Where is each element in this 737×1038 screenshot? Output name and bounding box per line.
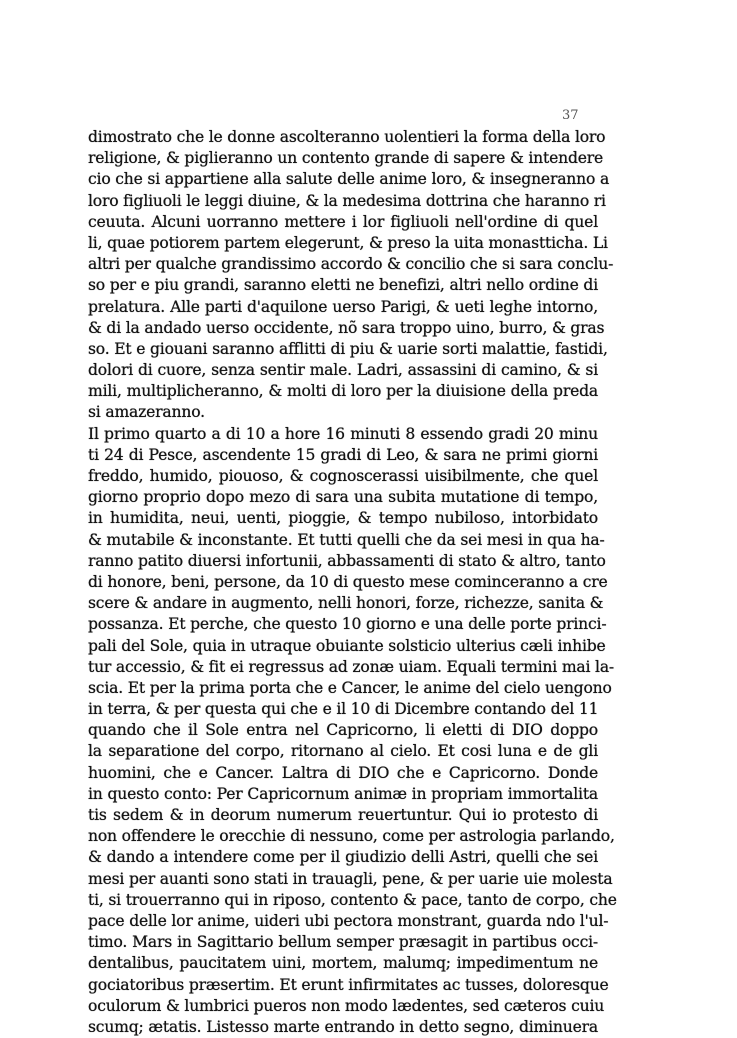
- text-line: so. Et e giouani saranno afflitti di piu & uarie sorti malattie, fastidi,: [88, 339, 608, 358]
- text-line: huomini, che e Cancer. Laltra di DIO che e Capricorno. Donde: [88, 763, 598, 782]
- text-line: pali del Sole, quia in utraque obuiante solsticio ulterius cæli inhibe: [88, 636, 606, 655]
- text-line: dolori di cuore, senza sentir male. Ladri, assassini di camino, & si: [88, 361, 598, 380]
- text-line: li, quae potiorem partem elegerunt, & preso la uita monastticha. Li: [88, 233, 608, 252]
- folio-number: 37: [562, 108, 579, 123]
- text-line: so per e piu grandi, saranno eletti ne benefizi, altri nello ordine di: [88, 276, 598, 295]
- text-line: in humidita, neui, uenti, pioggie, & tempo nubiloso, intorbidato: [88, 509, 598, 528]
- text-line: mesi per auanti sono stati in trauagli, pene, & per uarie uie molesta: [88, 869, 613, 888]
- text-line: mili, multiplicheranno, & molti di loro per la diuisione della preda: [88, 382, 598, 401]
- text-line: timo. Mars in Sagittario bellum semper præsagit in partibus occi-: [88, 933, 598, 952]
- text-line: giorno proprio dopo mezo di sara una subita mutatione di tempo,: [88, 488, 598, 507]
- text-line: in terra, & per questa qui che e il 10 di Dicembre contando del 11: [88, 700, 599, 719]
- text-line: religione, & piglieranno un contento grande di sapere & intendere: [88, 149, 604, 168]
- text-line: dentalibus, paucitatem uini, mortem, malumq; impedimentum ne: [88, 954, 598, 973]
- text-line: possanza. Et perche, che questo 10 giorno e una delle porte princi-: [88, 615, 607, 634]
- text-line: & dando a intendere come per il giudizio delli Astri, quelli che sei: [88, 848, 598, 867]
- text-line: quando che il Sole entra nel Capricorno, li eletti di DIO doppo: [88, 721, 598, 740]
- body-text: [88, 127, 617, 1038]
- text-line: scere & andare in augmento, nelli honori, forze, richezze, sanita &: [88, 594, 604, 613]
- text-line: pace delle lor anime, uideri ubi pectora monstrant, guarda ndo l'ul-: [88, 911, 609, 930]
- text-line: non offendere le orecchie di nessuno, come per astrologia parlando,: [88, 827, 615, 846]
- text-line: ranno patito diuersi infortunii, abbassamenti di stato & altro, tanto: [88, 551, 606, 570]
- text-line: prelatura. Alle parti d'aquilone uerso Parigi, & ueti leghe intorno,: [88, 297, 598, 316]
- text-line: oculorum & lumbrici pueros non modo lædentes, sed cæteros cuiu: [88, 996, 605, 1015]
- text-line: loro figliuoli le leggi diuine, & la medesima dottrina che haranno ri: [88, 191, 606, 210]
- text-line: dimostrato che le donne ascolteranno uolentieri la forma della loro: [88, 128, 606, 146]
- text-line: in questo conto: Per Capricornum animæ in propriam immortalita: [88, 784, 598, 803]
- text-line: Il primo quarto a di 10 a hore 16 minuti 8 essendo gradi 20 minu: [88, 424, 598, 443]
- text-line: ti, si trouerranno qui in riposo, contento & pace, tanto de corpo, che: [88, 890, 617, 909]
- text-line: gociatoribus præsertim. Et erunt infirmitates ac tusses, doloresque: [88, 975, 609, 994]
- text-line: scumq; ætatis. Listesso marte entrando in detto segno, diminuera: [88, 1017, 598, 1036]
- text-line: si amazeranno.: [88, 403, 205, 422]
- text-line: di honore, beni, persone, da 10 di questo mese cominceranno a cre: [88, 572, 608, 591]
- text-line: la separatione del corpo, ritornano al cielo. Et cosi luna e de gli: [88, 742, 598, 761]
- text-line: & mutabile & inconstante. Et tutti quelli che da sei mesi in qua ha-: [88, 530, 605, 549]
- text-line: scia. Et per la prima porta che e Cancer, le anime del cielo uengono: [88, 678, 612, 697]
- text-line: & di la andado uerso occidente, nõ sara troppo uino, burro, & gras: [88, 318, 605, 337]
- text-line: cio che si appartiene alla salute delle anime loro, & insegneranno a: [88, 170, 610, 189]
- text-line: tur accessio, & fit ei regressus ad zonæ uiam. Equali termini mai la-: [88, 657, 615, 676]
- text-line: ti 24 di Pesce, ascendente 15 gradi di Leo, & sara ne primi giorni: [88, 445, 598, 464]
- text-line: freddo, humido, piouoso, & cognoscerassi uisibilmente, che quel: [88, 467, 598, 485]
- text-line: tis sedem & in deorum numerum reuertuntur. Qui io protesto di: [88, 806, 598, 824]
- text-line: altri per qualche grandissimo accordo & concilio che si sara conclu-: [88, 255, 614, 274]
- text-line: ceuuta. Alcuni uorranno mettere i lor figliuoli nell'ordine di quel: [88, 212, 598, 231]
